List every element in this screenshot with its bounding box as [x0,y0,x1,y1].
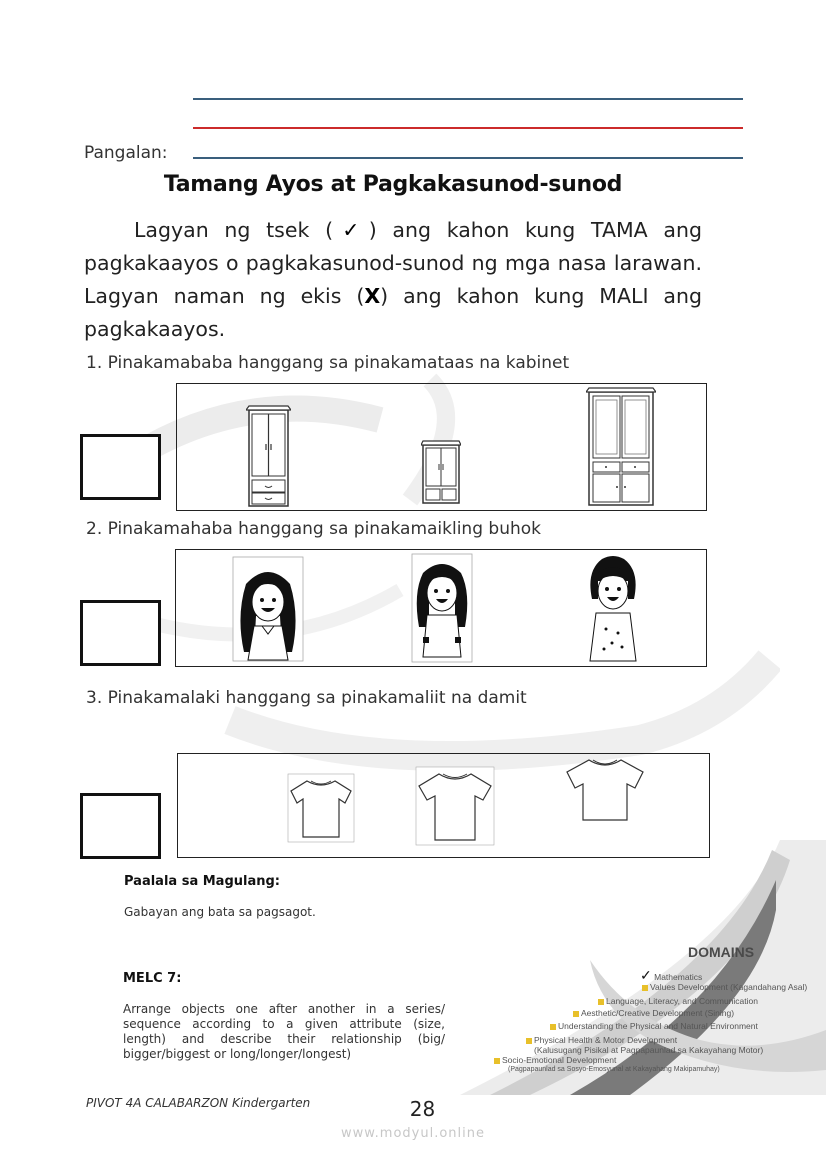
page-number: 28 [409,1097,436,1121]
melc-text: Arrange objects one after another in a series/ sequence according to a given attribute (size, length) and describe their relationship (big/ bigger/biggest or long/longer/longest) [123,1002,445,1061]
answer-box-3[interactable] [80,793,161,859]
girl-short-hair-image [582,551,644,663]
domain-language [598,996,758,1006]
domain-bullet-icon [550,1024,556,1030]
parent-note-text: Gabayan ang bata sa pagsagot. [124,905,316,919]
x-symbol: X [364,284,381,308]
domain-aesthetic [573,1008,734,1018]
domain-physical-label: Physical Health & Motor Development [534,1035,678,1045]
girl-medium-hair-image [411,553,473,663]
parent-note-heading: Paalala sa Magulang: [124,874,280,889]
tall-cabinet-image [246,404,291,508]
domains-title: DOMAINS [688,944,755,960]
melc-heading: MELC 7: [123,971,182,986]
answer-box-1[interactable] [80,434,161,500]
domain-bullet-icon [598,999,604,1005]
question-2-text: 2. Pinakamahaba hanggang sa pinakamaikling buhok [86,519,541,539]
small-shirt-image [287,773,355,843]
instructions [84,214,702,346]
domain-bullet-icon [494,1058,500,1064]
domain-socio [494,1055,616,1065]
answer-box-2[interactable] [80,600,161,666]
short-cabinet-image [421,440,461,506]
domain-values [642,982,807,992]
medium-shirt-image [415,766,495,846]
domain-physical [526,1035,677,1045]
domain-socio-label: Socio-Emotional Development [502,1055,617,1065]
instructions-part3: ) ang kahon kung MALI ang pagkakaayos. [84,284,702,341]
domain-physical-sub: (Kalusugang Pisikal at Pagpapaunlad sa Kakayahang Motor) [534,1045,764,1055]
domain-understanding [550,1021,758,1031]
question-3-text: 3. Pinakamalaki hanggang sa pinakamaliit na damit [86,688,527,708]
large-shirt-image [565,756,645,822]
domain-bullet-icon [642,985,648,991]
name-line-top [193,98,743,100]
footer-publisher: PIVOT 4A CALABARZON Kindergarten [86,1096,311,1110]
page-title: Tamang Ayos at Pagkakasunod-sunod [163,172,623,197]
name-input-line[interactable] [193,157,743,159]
question-1-text: 1. Pinakamababa hanggang sa pinakamataas na kabinet [86,353,570,373]
website-watermark[interactable]: www.modyul.online [340,1126,486,1141]
name-line-middle [193,127,743,129]
domain-bullet-icon [526,1038,532,1044]
domain-language-label: Language, Literacy, and Communication [606,996,758,1006]
domain-socio-sub: (Pagpapaunlad sa Sosyo-Emosyunal at Kakayahang Makipamuhay) [508,1066,720,1073]
girl-long-hair-image [232,556,304,662]
instructions-part2: ) ang kahon kung TAMA ang pagkakaayos o pagkakasunod-sunod ng mga nasa larawan. Lagyan naman ng ekis ( [84,218,702,308]
domain-bullet-icon [573,1011,579,1017]
domain-values-label: Values Development (Kagandahang Asal) [650,982,808,992]
name-label: Pangalan: [84,143,168,163]
domain-check-icon: ✓ [640,967,652,983]
check-symbol: ✓ [333,218,369,242]
wide-cabinet-image [586,387,656,507]
domain-aesthetic-label: Aesthetic/Creative Development (Sining) [581,1008,735,1018]
domain-understanding-label: Understanding the Physical and Natural Environment [558,1021,758,1031]
instructions-part1: Lagyan ng tsek ( [134,218,334,242]
domain-mathematics-label: Mathematics [654,972,703,982]
